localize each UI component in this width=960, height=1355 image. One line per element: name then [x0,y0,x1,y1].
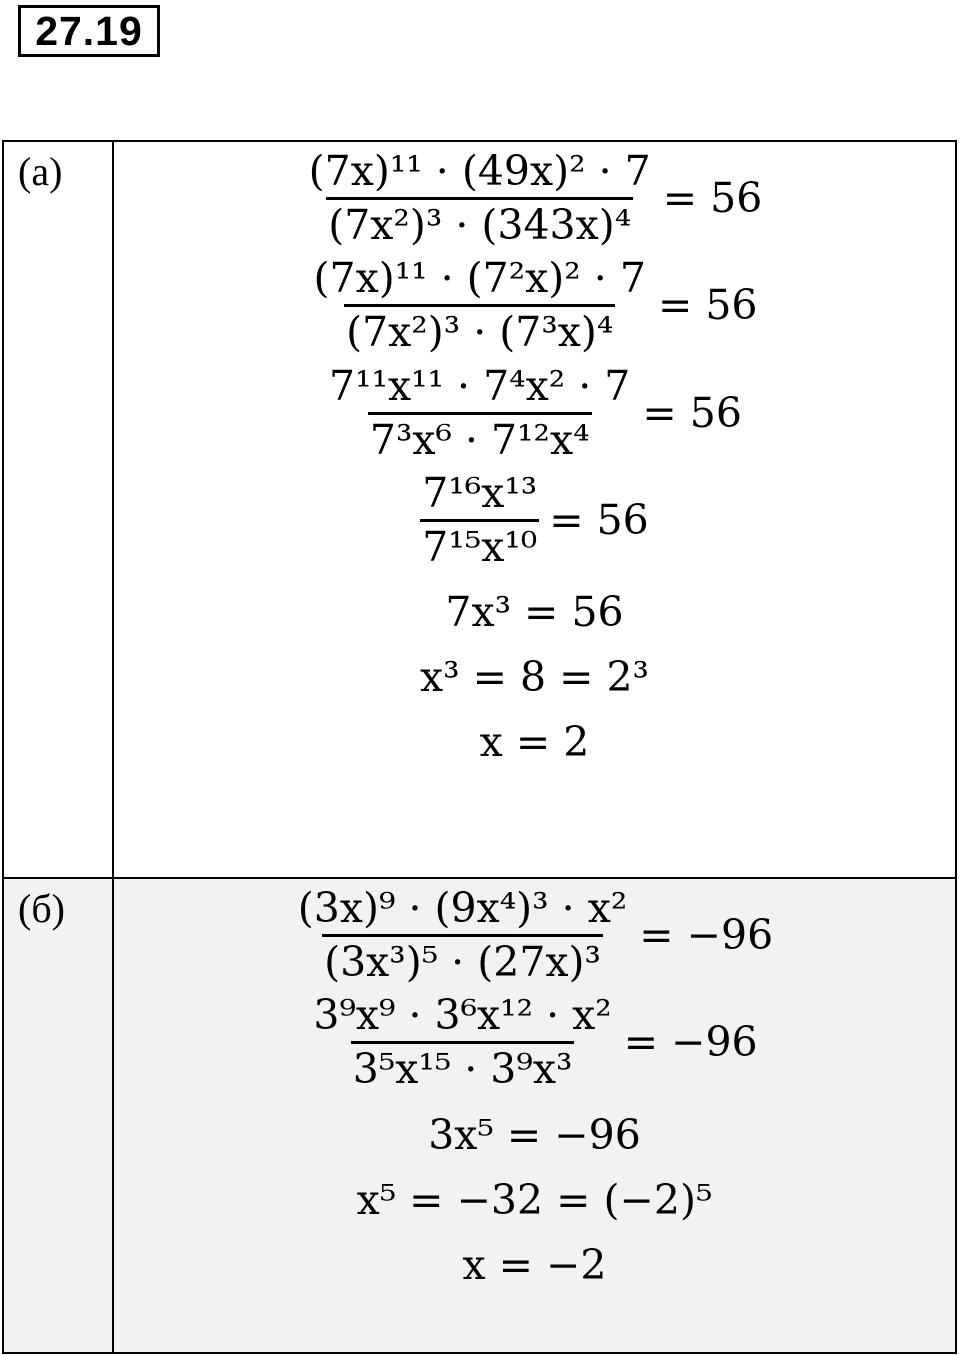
equation-line [114,363,955,464]
right-hand-side: = −96 [623,1018,758,1067]
denominator: 7³x⁶ · 7¹²x⁴ [368,412,592,464]
equation-line: 7x³ = 56 [445,588,624,637]
fraction [327,363,632,464]
right-hand-side: = 56 [657,281,758,330]
fraction [307,148,653,249]
equation-line [114,148,955,249]
part-a-solution [113,141,956,878]
part-b-row [3,878,956,1353]
numerator: 7¹⁶x¹³ [422,468,538,517]
equation-line: x³ = 8 = 2³ [419,653,649,702]
numerator: 7¹¹x¹¹ · 7⁴x² · 7 [329,361,631,410]
denominator: 7¹⁵x¹⁰ [420,519,539,571]
answer-line: x = −2 [462,1240,607,1289]
solution-table [2,140,957,1354]
equation-line [114,255,955,356]
fraction [312,255,648,356]
equation-line [114,992,955,1093]
denominator: (7x²)³ · (343x)⁴ [326,197,633,249]
answer-line: x = 2 [479,718,590,767]
numerator: 3⁹x⁹ · 3⁶x¹² · x² [313,991,612,1040]
right-hand-side: = 56 [662,174,763,223]
equation-line: 3x⁵ = −96 [428,1110,641,1159]
numerator: (7x)¹¹ · (49x)² · 7 [308,147,651,195]
right-hand-side: = −96 [639,911,774,960]
part-a-row [3,141,956,878]
right-hand-side: = 56 [642,388,742,437]
numerator: (3x)⁹ · (9x⁴)³ · x² [297,884,628,932]
fraction [296,885,629,986]
numerator: (7x)¹¹ · (7²x)² · 7 [313,254,646,303]
denominator: (3x³)⁵ · (27x)³ [322,934,603,986]
equation-line [114,885,955,986]
equation-line [114,470,955,571]
part-b-label: (б) [3,878,113,1353]
denominator: 3⁵x¹⁵ · 3⁹x³ [351,1041,575,1093]
problem-number: 27.19 [18,5,160,57]
part-b-solution [113,878,956,1353]
equation-line: x⁵ = −32 = (−2)⁵ [356,1175,713,1224]
fraction [311,992,613,1093]
right-hand-side: = 56 [549,495,649,544]
part-a-label: (a) [3,141,113,878]
fraction [420,470,539,571]
denominator: (7x²)³ · (7³x)⁴ [344,304,615,356]
